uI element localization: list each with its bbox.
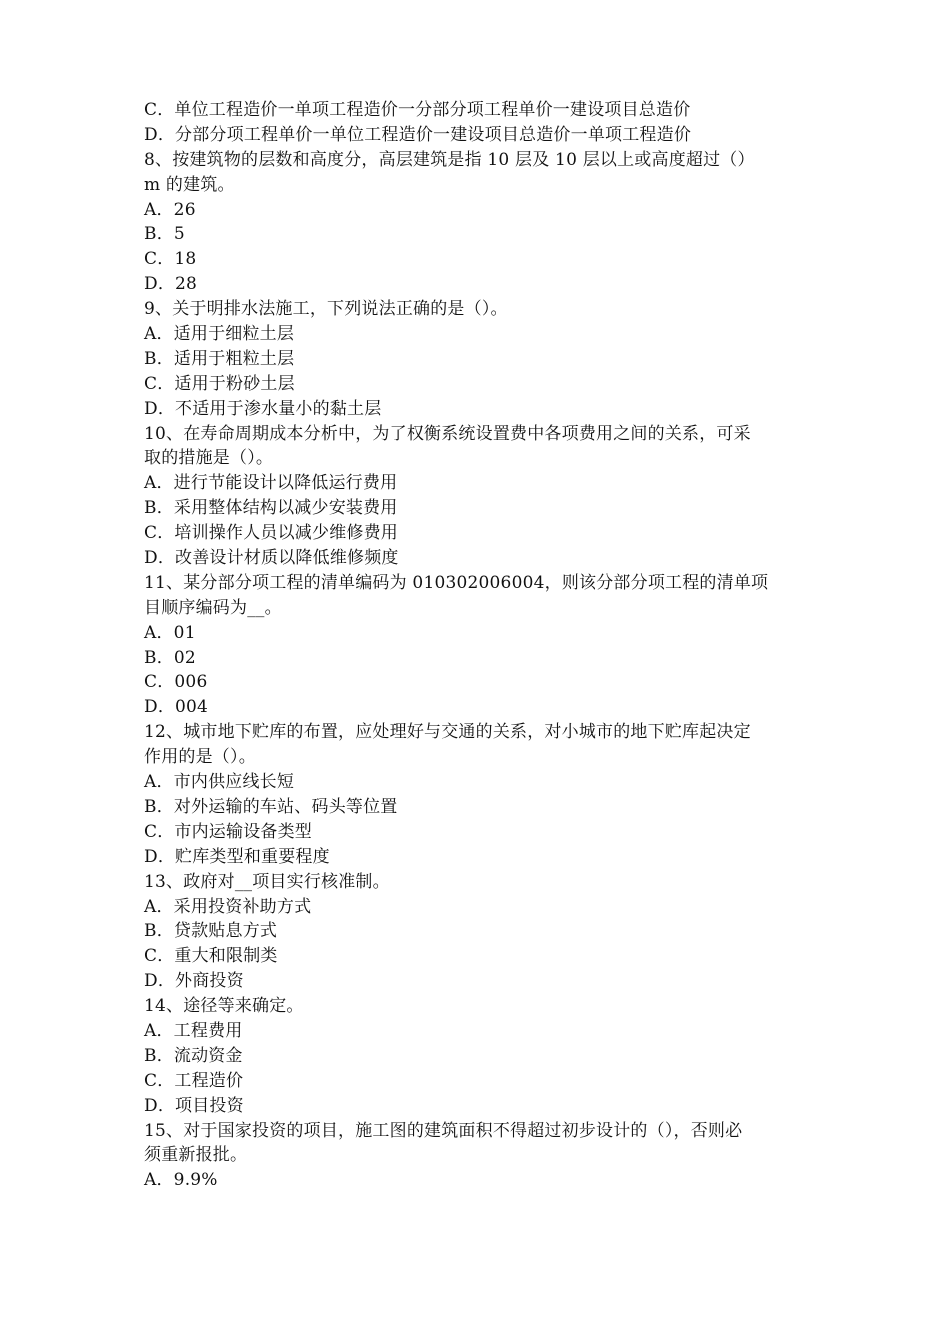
question-text-line: 13、政府对__项目实行核准制。	[144, 871, 390, 892]
question-text-line: 8、按建筑物的层数和高度分，高层建筑是指 10 层及 10 层以上或高度超过（）	[144, 149, 755, 170]
answer-option-line: C．单位工程造价一单项工程造价一分部分项工程单价一建设项目总造价	[144, 100, 691, 120]
answer-option-line: D．贮库类型和重要程度	[144, 846, 330, 867]
answer-option-line: A．市内供应线长短	[144, 772, 295, 793]
answer-option-line: D．外商投资	[144, 971, 244, 992]
answer-option-line: A．9.9%	[144, 1170, 218, 1191]
question-text-line: 10、在寿命周期成本分析中，为了权衡系统设置费中各项费用之间的关系，可采	[144, 423, 751, 444]
question-text-line: m 的建筑。	[144, 174, 235, 195]
answer-option-line: C．18	[144, 249, 197, 270]
answer-option-line: A．01	[144, 622, 196, 643]
answer-option-line: D．改善设计材质以降低维修频度	[144, 548, 399, 569]
answer-option-line: A．进行节能设计以降低运行费用	[144, 473, 398, 494]
answer-option-line: A．适用于细粒土层	[144, 324, 295, 345]
question-text-line: 目顺序编码为__。	[144, 597, 282, 618]
answer-option-line: A．26	[144, 199, 196, 220]
answer-option-line: D．004	[144, 697, 209, 718]
question-text-line: 取的措施是（）。	[144, 448, 274, 469]
answer-option-line: D．分部分项工程单价一单位工程造价一建设项目总造价一单项工程造价	[144, 124, 692, 145]
question-text-line: 作用的是（）。	[144, 747, 256, 768]
document-body	[144, 98, 812, 1193]
question-text-line: 9、关于明排水法施工，下列说法正确的是（）。	[144, 299, 508, 320]
question-text-line: 14、途径等来确定。	[144, 996, 304, 1017]
answer-option-line: B．02	[144, 647, 196, 668]
answer-option-line: D．项目投资	[144, 1095, 244, 1116]
answer-option-line: A．工程费用	[144, 1020, 243, 1041]
question-text-line: 15、对于国家投资的项目，施工图的建筑面积不得超过初步设计的（），否则必	[144, 1120, 743, 1141]
answer-option-line: B．对外运输的车站、码头等位置	[144, 796, 398, 817]
question-text-line: 11、某分部分项工程的清单编码为 010302006004，则该分部分项工程的清单项	[144, 572, 769, 593]
answer-option-line: B．流动资金	[144, 1045, 243, 1066]
answer-option-line: A．采用投资补助方式	[144, 896, 312, 917]
answer-option-line: C．重大和限制类	[144, 946, 278, 967]
answer-option-line: B．采用整体结构以减少安装费用	[144, 498, 398, 519]
question-text-line: 须重新报批。	[144, 1145, 248, 1166]
answer-option-line: B．适用于粗粒土层	[144, 348, 295, 369]
answer-option-line: C．市内运输设备类型	[144, 821, 313, 842]
answer-option-line: B．贷款贴息方式	[144, 921, 278, 942]
answer-option-line: B．5	[144, 224, 185, 245]
answer-option-line: C．工程造价	[144, 1070, 244, 1091]
answer-option-line: C．培训操作人员以减少维修费用	[144, 523, 399, 544]
answer-option-line: D．不适用于渗水量小的黏土层	[144, 398, 382, 419]
answer-option-line: C．适用于粉砂土层	[144, 373, 295, 394]
answer-option-line: D．28	[144, 274, 198, 295]
answer-option-line: C．006	[144, 672, 208, 693]
question-text-line: 12、城市地下贮库的布置，应处理好与交通的关系，对小城市的地下贮库起决定	[144, 722, 751, 743]
